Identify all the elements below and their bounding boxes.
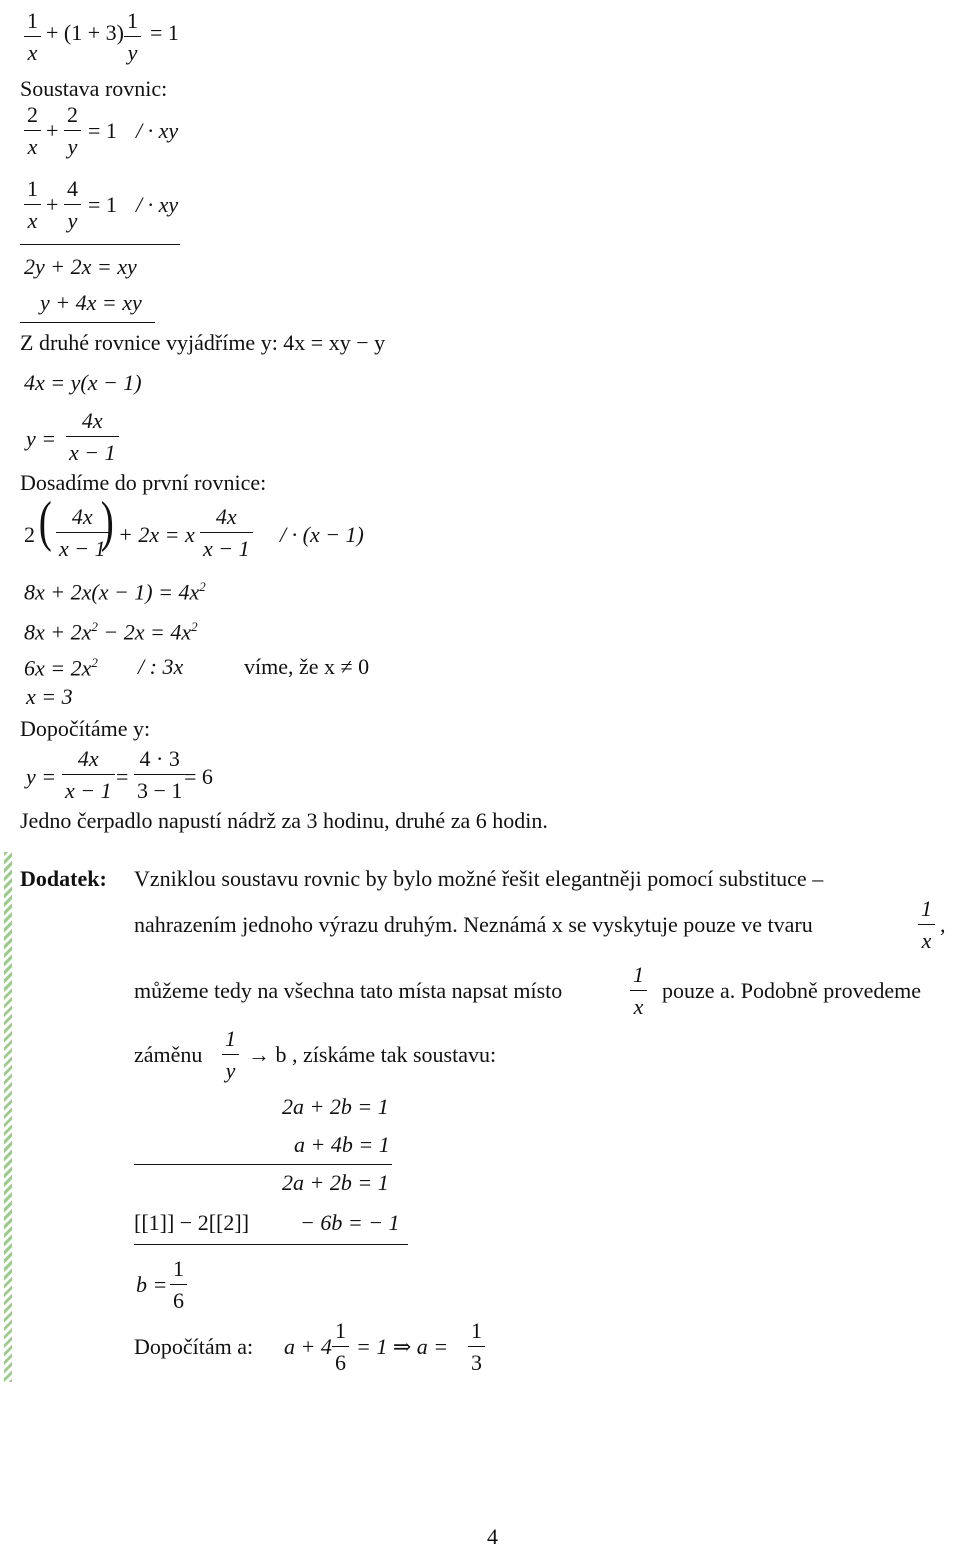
final-frac-1-3: 1 3 (468, 1320, 485, 1374)
final-frac-1-6: 1 6 (332, 1320, 349, 1374)
sys1-rhs: = 1 (88, 118, 117, 143)
sub-coef: 2 (24, 522, 35, 547)
row-operation: [[1]] − 2[[2]] (134, 1210, 250, 1235)
sys1-frac1: 2 x (24, 104, 41, 158)
sys2-frac1: 1 x (24, 178, 41, 232)
x-result: x = 3 (26, 684, 73, 709)
note-line-3: můžeme tedy na všechna tato místa napsat místo (134, 978, 563, 1003)
y-expr-lhs: y = (26, 426, 57, 451)
y-calc-frac2: 4 · 3 3 − 1 (134, 748, 185, 802)
y-calc-frac1: 4x x − 1 (62, 748, 115, 802)
note-line-1: Vzniklou soustavu rovnic by bylo možné řešit elegantněji pomocí substituce – (134, 866, 824, 891)
separator-rule (134, 1244, 408, 1245)
y-calc-lhs: y = (26, 764, 57, 789)
note-line-4-end: → b , získáme tak soustavu: (248, 1042, 497, 1067)
sys1-frac2: 2 y (64, 104, 81, 158)
express-text: Z druhé rovnice vyjádříme y: 4x = xy − y (20, 330, 386, 355)
factor-eq: 4x = y(x − 1) (24, 370, 142, 395)
eq0-rhs: = 1 (150, 20, 179, 45)
sys2-plus: + (46, 192, 59, 217)
substitute-text: Dosadíme do první rovnice: (20, 470, 267, 495)
note-line-3-end: pouze a. Podobně provedeme (662, 978, 922, 1003)
expand-eq-3: $6x = 2x^2$ (24, 655, 98, 681)
sys2-rhs: = 1 (88, 192, 117, 217)
sys1-op: / · xy (136, 118, 179, 143)
fraction-1-over-x: 1 x (24, 10, 41, 64)
system-heading: Soustava rovnic: (20, 76, 168, 101)
final-eq: = 1 ⇒ a = (356, 1334, 449, 1359)
b-fraction: 1 6 (170, 1258, 187, 1312)
note-frac-1-y: 1 y (222, 1028, 239, 1082)
fraction-1-over-y: 1 y (124, 10, 141, 64)
expand-eq-1: $8x + 2x(x - 1) = 4x^2$ (24, 579, 206, 605)
b-lhs: b = (136, 1272, 168, 1297)
sub-system-eq-3: 2a + 2b = 1 (282, 1170, 389, 1195)
final-mid: a + 4 (284, 1334, 332, 1359)
linear-eq-2: y + 4x = xy (40, 290, 142, 315)
compute-y-text: Dopočítáme y: (20, 716, 151, 741)
note-frac-1-x: 1 x (918, 898, 935, 952)
final-text: Dopočítám a: (134, 1334, 254, 1359)
y-calc-eq: = (116, 764, 129, 789)
note-frac-1-x-2: 1 x (630, 964, 647, 1018)
conclusion: Jedno čerpadlo napustí nádrž za 3 hodinu, druhé za 6 hodin. (20, 808, 548, 833)
sub-frac1: 4x x − 1 (56, 506, 109, 560)
expand-eq-3-note: víme, že x ≠ 0 (244, 654, 370, 679)
sub-system-eq-2: a + 4b = 1 (294, 1132, 390, 1157)
note-line-2: nahrazením jednoho výrazu druhým. Neznámá x se vyskytuje pouze ve tvaru (134, 912, 813, 937)
sub-system-eq-4: − 6b = − 1 (300, 1210, 400, 1235)
expand-eq-2: $8x + 2x^2 - 2x = 4x^2$ (24, 619, 198, 645)
page-number: 4 (487, 1524, 498, 1549)
sub-mid: + 2x = x (118, 522, 195, 547)
note-comma: , (940, 912, 946, 937)
separator-rule (20, 322, 155, 323)
paren-open: ( (38, 491, 52, 553)
note-label: Dodatek: (20, 866, 107, 891)
note-line-4: záměnu (134, 1042, 203, 1067)
expand-eq-3-op: / : 3x (138, 654, 184, 679)
sys2-op: / · xy (136, 192, 179, 217)
separator-rule (20, 244, 180, 245)
sub-op: / · (x − 1) (280, 522, 364, 547)
y-calc-rhs: = 6 (184, 764, 213, 789)
y-expr-fraction: 4x x − 1 (66, 410, 119, 464)
separator-rule (134, 1164, 392, 1165)
sys2-frac2: 4 y (64, 178, 81, 232)
sys1-plus: + (46, 118, 59, 143)
paren-close: ) (100, 491, 114, 553)
linear-eq-1: 2y + 2x = xy (24, 254, 137, 279)
sub-frac2: 4x x − 1 (200, 506, 253, 560)
note-border (4, 852, 12, 1382)
sub-system-eq-1: 2a + 2b = 1 (282, 1094, 389, 1119)
eq0-middle: + (1 + 3) (46, 20, 124, 45)
